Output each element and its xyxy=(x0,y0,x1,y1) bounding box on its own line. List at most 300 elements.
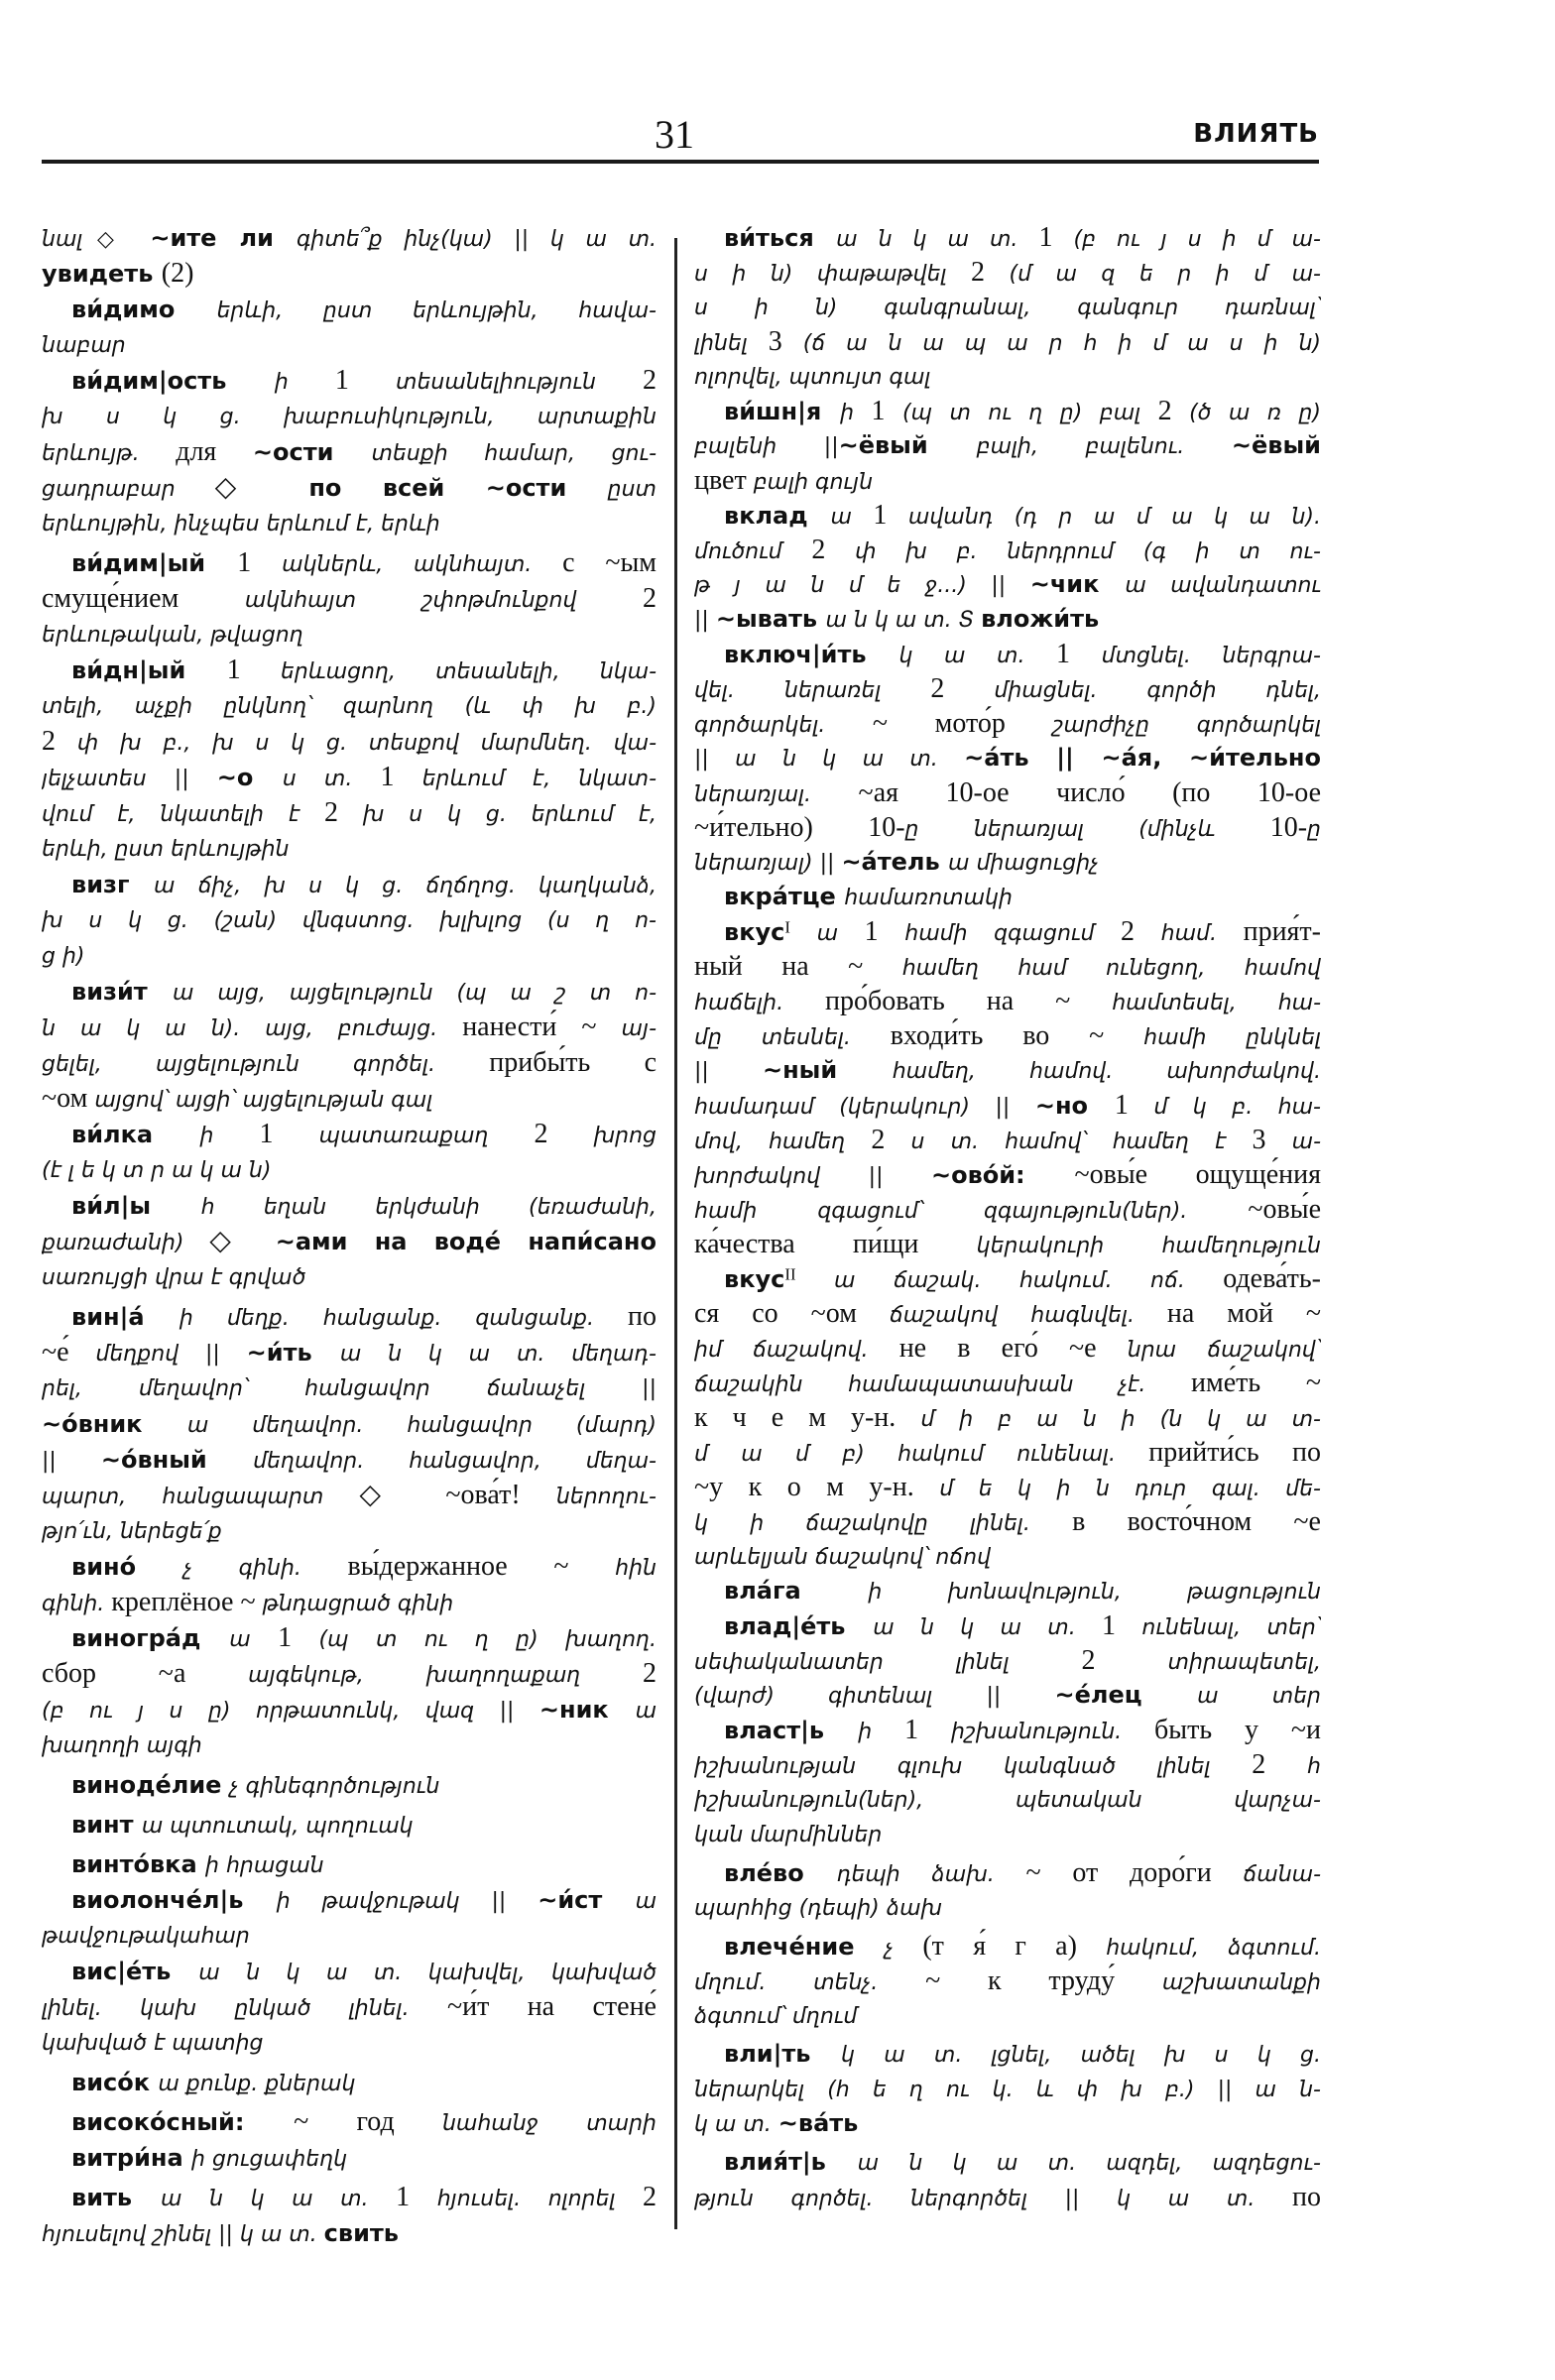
dictionary-line xyxy=(694,1643,1321,1678)
armenian-text: ի խոնավություն, թացություն xyxy=(868,1580,1321,1605)
dictionary-entry-start-line xyxy=(694,1261,1321,1296)
dictionary-line xyxy=(694,1782,1321,1817)
armenian-text: արևելյան ճաշակով՝ ոճով xyxy=(694,1545,992,1570)
russian-text: 1 xyxy=(1114,1090,1154,1121)
armenian-text: ա ն կ ա տ. Տ xyxy=(825,608,982,633)
armenian-text: հին xyxy=(615,1556,657,1581)
armenian-text: ա ն կ ա տ. xyxy=(836,227,1039,252)
armenian-text: նաբար xyxy=(42,333,126,358)
armenian-text: ա ճիչ, խ ս կ ց. ճղճղոց. կաղկանձ, xyxy=(154,874,657,898)
armenian-text: համ. xyxy=(1160,921,1244,946)
armenian-text: ա ն կ ա տ. xyxy=(161,2187,397,2211)
russian-text: нанести́ ~ xyxy=(462,1012,622,1042)
dictionary-line xyxy=(42,1989,657,2025)
armenian-text: ցադրաբար xyxy=(42,477,215,502)
headword-text: ~ости xyxy=(252,438,372,466)
dictionary-line xyxy=(694,1964,1321,1998)
armenian-text: բալի գույն xyxy=(753,470,874,495)
column-divider xyxy=(674,238,677,2229)
headword-text: ~ами на воде́ напи́сано xyxy=(275,1228,657,1255)
headword-text: ~но xyxy=(1034,1092,1115,1120)
dictionary-line xyxy=(42,1224,657,1259)
dictionary-line xyxy=(42,1045,657,1081)
dictionary-line xyxy=(42,902,657,938)
armenian-text: || xyxy=(42,1449,101,1474)
armenian-text: լինել. կախ ընկած լինել. xyxy=(42,1996,447,2021)
armenian-text: մ ի բ ա ն ի (ն կ ա տ- xyxy=(920,1407,1321,1432)
armenian-text: այգեկութ, խաղողաքաղ xyxy=(248,1663,643,1688)
headword-text: виноде́лие xyxy=(71,1771,230,1799)
armenian-text: երևույթին, ինչպես երևում է, երևի xyxy=(42,512,440,536)
russian-text: 2 xyxy=(811,535,856,565)
russian-text: 1 xyxy=(1102,1610,1142,1641)
dictionary-line xyxy=(694,255,1321,290)
armenian-text: ա ն կ ա տ. xyxy=(873,1615,1103,1640)
armenian-text: այցով՝ այցի՝ այցելության գալ xyxy=(94,1088,433,1113)
armenian-text: համի զգացում xyxy=(904,921,1122,946)
russian-text: 2 xyxy=(971,257,1010,288)
armenian-text: (է լ ե կ տ ր ա կ ա ն) xyxy=(42,1158,272,1183)
dictionary-line xyxy=(694,1504,1321,1539)
armenian-text: ի xyxy=(274,370,335,395)
armenian-text: ի xyxy=(199,1124,260,1148)
armenian-text: ա քունք. քներակ xyxy=(158,2072,356,2096)
russian-text: 1 xyxy=(226,654,281,685)
dictionary-line xyxy=(42,1656,657,1692)
dictionary-entry-start-line xyxy=(42,1188,657,1224)
armenian-text: խրոց xyxy=(593,1124,657,1148)
dictionary-line xyxy=(694,428,1321,463)
armenian-text: պատառաքաղ xyxy=(318,1124,535,1148)
russian-text: (т я́ г а) xyxy=(922,1931,1107,1962)
headword-text: ~е́лец xyxy=(1054,1681,1198,1709)
dictionary-line xyxy=(42,399,657,434)
armenian-text: (բ ու յ ս ի մ ա- xyxy=(1073,227,1321,252)
armenian-text: ակնհայտ շփոթմունքով xyxy=(244,588,643,613)
russian-text: 2 xyxy=(643,2182,657,2212)
russian-text: с ~ым xyxy=(562,547,657,578)
russian-text: 1 xyxy=(873,500,908,531)
armenian-text: ա ն կ ա տ. կախվել, կախված xyxy=(198,1961,657,1985)
armenian-text: կախված է պատից xyxy=(42,2031,264,2056)
running-head: ВЛИЯТЬ xyxy=(1193,119,1319,149)
armenian-text: ս տ. համով՝ համեղ է xyxy=(910,1130,1253,1154)
headword-text: вклад xyxy=(724,502,831,530)
russian-text: 2 xyxy=(1081,1645,1168,1676)
headword-text: виногра́д xyxy=(71,1624,230,1652)
russian-text: ~ая 10-ое число́ (по 10-ое xyxy=(858,777,1321,808)
armenian-text: քառաժանի) xyxy=(42,1231,210,1255)
armenian-text: երևույթ. xyxy=(42,441,177,466)
dictionary-line xyxy=(694,359,1321,394)
dictionary-line xyxy=(42,938,657,974)
russian-text: 1 xyxy=(334,365,397,396)
armenian-text: մտցնել. ներգրա- xyxy=(1101,644,1321,668)
dictionary-entry-start-line xyxy=(694,1855,1321,1890)
headword-text: включ|и́ть xyxy=(724,641,899,668)
armenian-text: մով, համեղ xyxy=(694,1130,872,1154)
dictionary-line xyxy=(42,506,657,541)
armenian-text: իմ ճաշակով. xyxy=(694,1338,899,1363)
armenian-text: պարհից (դեպի) ձախ xyxy=(694,1896,943,1921)
dictionary-line xyxy=(694,1678,1321,1713)
russian-text: вы́держанное ~ xyxy=(347,1551,616,1582)
russian-text: ᴵ xyxy=(784,916,817,947)
headword-text: ви́шн|я xyxy=(724,398,841,425)
headword-text: винт xyxy=(71,1811,142,1839)
russian-text: ~у к о м у-н. xyxy=(694,1472,940,1502)
dictionary-line xyxy=(694,1192,1321,1227)
headword-text: виолонче́л|ь xyxy=(71,1886,277,1914)
armenian-text: ը ներառյալ (մինչև xyxy=(904,817,1270,842)
armenian-text: ակներև, ակնհայտ. xyxy=(282,552,563,577)
armenian-text: երևի, ըստ երևույթին xyxy=(42,837,290,862)
headword-text: влия́т|ь xyxy=(724,2148,858,2176)
armenian-text: համեղ, համով. ախորժակով. xyxy=(892,1059,1321,1084)
armenian-text: հ եղան երկժանի (եռաժանի, xyxy=(200,1195,657,1220)
dictionary-entry-start-line xyxy=(42,867,657,902)
armenian-text: ի xyxy=(840,401,872,425)
russian-text: 2 xyxy=(1252,1749,1308,1780)
dictionary-entry-start-line xyxy=(694,2145,1321,2180)
armenian-text: ոլորվել, պտույտ գալ xyxy=(694,365,931,390)
russian-text: ный на ~ xyxy=(694,951,902,982)
russian-text: к ч е м у-н. xyxy=(694,1402,921,1433)
armenian-text: հյուսելով շինել || կ ա տ. xyxy=(42,2222,324,2247)
russian-text: сбор ~а xyxy=(42,1658,249,1689)
armenian-text: թյուն գործել. ներգործել || կ ա տ. xyxy=(694,2187,1293,2211)
armenian-text: ա xyxy=(229,1627,279,1652)
dictionary-line xyxy=(42,1442,657,1478)
headword-text: вкра́тце xyxy=(724,883,845,910)
dictionary-line xyxy=(42,1010,657,1045)
armenian-text: (վարժ) գիտենալ || xyxy=(694,1684,1055,1709)
armenian-text: ի թավջութակ || xyxy=(276,1889,538,1914)
armenian-text: մղում. տենչ. xyxy=(694,1970,926,1995)
armenian-text: հաճելի. xyxy=(694,991,826,1015)
armenian-text: || xyxy=(694,1059,763,1084)
headword-text: влад|е́ть xyxy=(724,1612,874,1640)
dictionary-entry-start-line xyxy=(42,1882,657,1918)
headword-text: ~о́вник xyxy=(42,1410,187,1438)
russian-text: по xyxy=(628,1301,657,1332)
headword-text: ви́дим|ость xyxy=(71,367,275,395)
dictionary-line xyxy=(694,324,1321,359)
armenian-text: (պ տ ու ղ ը) բալ xyxy=(902,401,1158,425)
dictionary-entry-start-line xyxy=(42,1807,657,1843)
armenian-text: կ ա տ. xyxy=(694,2112,778,2137)
armenian-text: տեսքի համար, ցու- xyxy=(371,441,657,466)
headword-text: ви́дим|ый xyxy=(71,549,238,577)
dictionary-line xyxy=(694,1088,1321,1123)
armenian-text: համադամ (կերակուր) || xyxy=(694,1095,1035,1120)
headword-text: свить xyxy=(323,2219,399,2247)
headword-text: ~ово́й: xyxy=(930,1161,1075,1189)
dictionary-line xyxy=(694,2180,1321,2214)
armenian-text: ներողու- xyxy=(555,1485,657,1509)
armenian-text: գործարկել. xyxy=(694,713,873,738)
headword-text: ~а́тель xyxy=(841,848,949,876)
russian-text: 1 xyxy=(904,1715,951,1745)
armenian-text: մը տեսնել. xyxy=(694,1025,891,1050)
dictionary-line xyxy=(694,533,1321,567)
russian-text: 1 xyxy=(259,1119,319,1149)
russian-text: 2 xyxy=(1157,396,1190,426)
dictionary-line xyxy=(694,706,1321,741)
dictionary-line xyxy=(42,724,657,760)
armenian-text: բալենի || xyxy=(694,434,839,459)
russian-text: ~ к труду́ xyxy=(925,1965,1162,1996)
armenian-text: մ ա մ բ) հակում ունենալ. xyxy=(694,1442,1149,1467)
armenian-text: ձգտում՝ մղում xyxy=(694,2004,858,2029)
armenian-text: ա պտուտակ, պողուակ xyxy=(141,1814,414,1839)
russian-text: в восто́чном ~е xyxy=(1072,1506,1321,1537)
dictionary-entry-start-line xyxy=(694,498,1321,533)
russian-text: креплёное ~ xyxy=(111,1587,263,1617)
armenian-text: ա ն կ ա տ. մեղադ- xyxy=(339,1342,657,1367)
dictionary-entry-start-line xyxy=(42,1954,657,1989)
armenian-text: ա xyxy=(635,1699,657,1724)
headword-text: вле́во xyxy=(724,1859,837,1887)
armenian-text: թավջութակահար xyxy=(42,1924,250,1949)
dictionary-line xyxy=(42,1478,657,1513)
armenian-text: (մ ա զ ե ր ի մ ա- xyxy=(1009,262,1321,287)
armenian-text: վել. ներառել xyxy=(694,678,931,703)
armenian-text: երևի, ըստ երևույթին, հավա- xyxy=(216,298,657,323)
headword-text: ~о́вный xyxy=(100,1446,254,1474)
russian-text: 2 xyxy=(643,583,657,614)
russian-text: 2 xyxy=(643,365,657,396)
dictionary-line xyxy=(694,984,1321,1018)
russian-text: прибы́ть с xyxy=(489,1047,657,1078)
page-number: 31 xyxy=(655,112,694,157)
armenian-text: համտեսել, հա- xyxy=(1112,991,1321,1015)
armenian-text: || xyxy=(694,608,716,633)
russian-text: ся со ~ом xyxy=(694,1298,890,1329)
russian-text: на мой ~ xyxy=(1166,1298,1321,1329)
dictionary-entry-start-line xyxy=(42,1620,657,1656)
armenian-text: դեպի ձախ. xyxy=(836,1862,1026,1887)
dictionary-line xyxy=(694,463,1321,498)
dictionary-line xyxy=(694,845,1321,880)
armenian-text: մուծում xyxy=(694,539,812,564)
dictionary-entry-start-line xyxy=(42,1549,657,1585)
headword-text: ~а́ть || ~а́я, ~и́тельно xyxy=(964,744,1321,772)
armenian-text: փ խ բ. ներդրում (գ ի տ ու- xyxy=(855,539,1321,564)
dictionary-line xyxy=(42,581,657,617)
armenian-text: խ ս կ ց. խաբուսիկություն, արտաքին xyxy=(42,405,657,429)
dictionary-entry-start-line xyxy=(42,363,657,399)
armenian-text: նրա ճաշակով՝ xyxy=(1127,1338,1321,1363)
armenian-text: նահանջ տարի xyxy=(441,2111,657,2136)
russian-text: ~ мото́р xyxy=(872,708,1053,739)
dictionary-entry-start-line xyxy=(42,1846,657,1882)
dictionary-entry-start-line xyxy=(42,2065,657,2100)
russian-text: ◇ xyxy=(214,472,309,503)
dictionary-entry-start-line xyxy=(42,2140,657,2176)
headword-text: вис|е́ть xyxy=(71,1958,199,1985)
armenian-text: համառոտակի xyxy=(844,886,1013,910)
armenian-text: սեփականատեր լինել xyxy=(694,1650,1082,1675)
headword-text: винто́вка xyxy=(71,1850,206,1878)
armenian-text: լինել xyxy=(694,331,769,356)
armenian-text: ա այց, այցելություն (պ ա շ տ ո- xyxy=(173,981,657,1006)
armenian-text: համեղ համ ունեցող, համով xyxy=(901,956,1321,981)
dictionary-line xyxy=(694,1331,1321,1366)
armenian-text: խ ս կ ց. (շան) վնգստոց. խլխլոց (ս ղ ո- xyxy=(42,908,657,933)
headword-text: по всей ~ости xyxy=(308,474,608,502)
russian-text: быть у ~и xyxy=(1154,1715,1321,1745)
dictionary-entry-start-line xyxy=(694,1608,1321,1643)
armenian-text: աշխատանքի xyxy=(1161,1970,1321,1995)
headword-text: висо́к xyxy=(71,2069,159,2096)
russian-text: ~ год xyxy=(294,2106,442,2137)
dictionary-entry-start-line xyxy=(42,1299,657,1335)
headword-text: ~ный xyxy=(762,1056,893,1084)
russian-text: 2 xyxy=(871,1125,911,1155)
dictionary-line xyxy=(42,2215,657,2251)
armenian-text: րել, մեղավոր՝ հանցավոր ճանաչել || xyxy=(42,1376,657,1401)
russian-text: 3 xyxy=(1252,1125,1292,1155)
headword-text: ~о xyxy=(216,764,283,791)
armenian-text: շարժիչը գործարկել xyxy=(1052,713,1321,738)
armenian-text: նալ◇ xyxy=(42,227,151,252)
dictionary-line xyxy=(42,220,657,256)
armenian-text: կ ա տ. xyxy=(898,644,1057,668)
russian-text: 2 xyxy=(1121,916,1161,947)
armenian-text: համի զգացում՝ զգայություն(ներ). xyxy=(694,1199,1249,1224)
dictionary-line xyxy=(42,617,657,653)
dictionary-line xyxy=(42,327,657,363)
headword-text: ~ёвый xyxy=(1231,431,1321,459)
russian-text: 1 xyxy=(864,916,905,947)
dictionary-entry-start-line xyxy=(694,1574,1321,1608)
armenian-text: ա մեղավոր. հանցավոր (մարդ) xyxy=(186,1413,657,1438)
dictionary-entry-start-line xyxy=(42,1767,657,1803)
headword-text: ви́димо xyxy=(71,296,217,323)
armenian-text: մեղքով || xyxy=(95,1342,247,1367)
armenian-text: միացնել. գործի դնել, xyxy=(994,678,1321,703)
dictionary-line xyxy=(42,1335,657,1370)
dictionary-line xyxy=(694,1998,1321,2033)
russian-text: цвет xyxy=(694,465,754,496)
dictionary-line xyxy=(694,567,1321,602)
dictionary-line xyxy=(694,949,1321,984)
dictionary-line xyxy=(42,256,657,292)
dictionary-line xyxy=(694,1123,1321,1157)
russian-text: ~и́тельно) 10- xyxy=(694,812,905,843)
dictionary-line xyxy=(42,688,657,724)
dictionary-entry-start-line xyxy=(42,545,657,581)
headword-text: увидеть xyxy=(42,260,162,288)
right-column xyxy=(694,220,1321,2214)
dictionary-line xyxy=(694,2072,1321,2106)
dictionary-line xyxy=(694,671,1321,706)
dictionary-line xyxy=(42,795,657,831)
dictionary-line xyxy=(694,290,1321,324)
headword-text: вли|ть xyxy=(724,2040,842,2068)
russian-text: 2 xyxy=(534,1119,594,1149)
dictionary-entry-start-line xyxy=(42,292,657,327)
armenian-text: ա xyxy=(830,505,874,530)
russian-text: 3 xyxy=(768,326,803,357)
armenian-text: չ գինի. xyxy=(183,1556,348,1581)
armenian-text: ներառյալ) || xyxy=(694,851,842,876)
dictionary-line xyxy=(694,1817,1321,1851)
headword-text: ви́л|ы xyxy=(71,1192,201,1220)
russian-text: 1 xyxy=(1038,222,1074,253)
dictionary-line xyxy=(694,1296,1321,1331)
russian-text: прийти́сь по xyxy=(1148,1437,1321,1468)
headword-text: високо́сный: xyxy=(71,2108,295,2136)
armenian-text: ա ճաշակ. հակում. ոճ. xyxy=(833,1268,1224,1293)
dictionary-line xyxy=(42,1918,657,1954)
armenian-text: ի xyxy=(858,1720,905,1744)
russian-text: ка́чества пи́щи xyxy=(694,1229,977,1259)
russian-text: име́ть ~ xyxy=(1191,1368,1321,1398)
armenian-text: իշխանություն. xyxy=(951,1720,1155,1744)
armenian-text: (ծ ա ռ ը) xyxy=(1189,401,1321,425)
dictionary-entry-start-line xyxy=(694,1713,1321,1747)
headword-text: витри́на xyxy=(71,2144,192,2172)
armenian-text: ա- xyxy=(1291,1130,1321,1154)
armenian-text: ճանա- xyxy=(1243,1862,1321,1887)
dictionary-line xyxy=(694,1227,1321,1261)
armenian-text: ա xyxy=(635,1889,657,1914)
armenian-text: ց ի) xyxy=(42,944,85,969)
dictionary-line xyxy=(42,1585,657,1620)
russian-text: ᴵᴵ xyxy=(784,1263,834,1294)
armenian-text: իշխանություն(ներ), պետական վարչա- xyxy=(694,1788,1321,1813)
left-column xyxy=(42,220,657,2251)
armenian-text: ներառյալ. xyxy=(694,782,859,807)
russian-text: 10- xyxy=(1269,812,1308,843)
russian-text: ~ от доро́ги xyxy=(1025,1857,1244,1888)
dictionary-line xyxy=(42,1406,657,1442)
armenian-text: գինի. xyxy=(42,1592,112,1616)
dictionary-line xyxy=(694,1018,1321,1053)
headword-text: ~ите ли xyxy=(150,224,297,252)
dictionary-line xyxy=(694,2106,1321,2141)
armenian-text: այ- xyxy=(621,1016,657,1041)
russian-text: 2 xyxy=(324,797,363,828)
armenian-text: մեղավոր. հանցավոր, մեղա- xyxy=(253,1449,657,1474)
dictionary-entry-start-line xyxy=(694,637,1321,671)
headword-text: ви́лка xyxy=(71,1121,200,1148)
armenian-text: գիտե՞ք ինչ(կա) || կ ա տ. xyxy=(296,227,657,252)
dictionary-entry-start-line xyxy=(42,2180,657,2215)
russian-text: ~е́ xyxy=(42,1337,96,1368)
dictionary-line xyxy=(42,1513,657,1549)
russian-text: (2) xyxy=(161,258,194,289)
dictionary-line xyxy=(42,831,657,867)
armenian-text: ներարկել (հ ե ղ ու կ. և փ խ բ.) || ա ն- xyxy=(694,2078,1321,2102)
russian-text: 1 xyxy=(278,1622,319,1653)
russian-text: ~и́т на стене́ xyxy=(446,1991,657,2022)
armenian-text: տեսանելիություն xyxy=(396,370,644,395)
russian-text: одева́ть- xyxy=(1223,1263,1321,1294)
dictionary-line xyxy=(42,434,657,470)
dictionary-entry-start-line xyxy=(694,880,1321,914)
dictionary-line xyxy=(694,602,1321,637)
armenian-text: թյո՛ւն, ներեցե՛ք xyxy=(42,1519,222,1544)
dictionary-line xyxy=(694,1539,1321,1574)
dictionary-line xyxy=(42,760,657,795)
armenian-text: թ յ ա ն մ ե ջ...) || xyxy=(694,573,1030,598)
dictionary-line xyxy=(42,470,657,506)
armenian-text: ը xyxy=(1307,817,1321,842)
dictionary-line xyxy=(694,1747,1321,1782)
